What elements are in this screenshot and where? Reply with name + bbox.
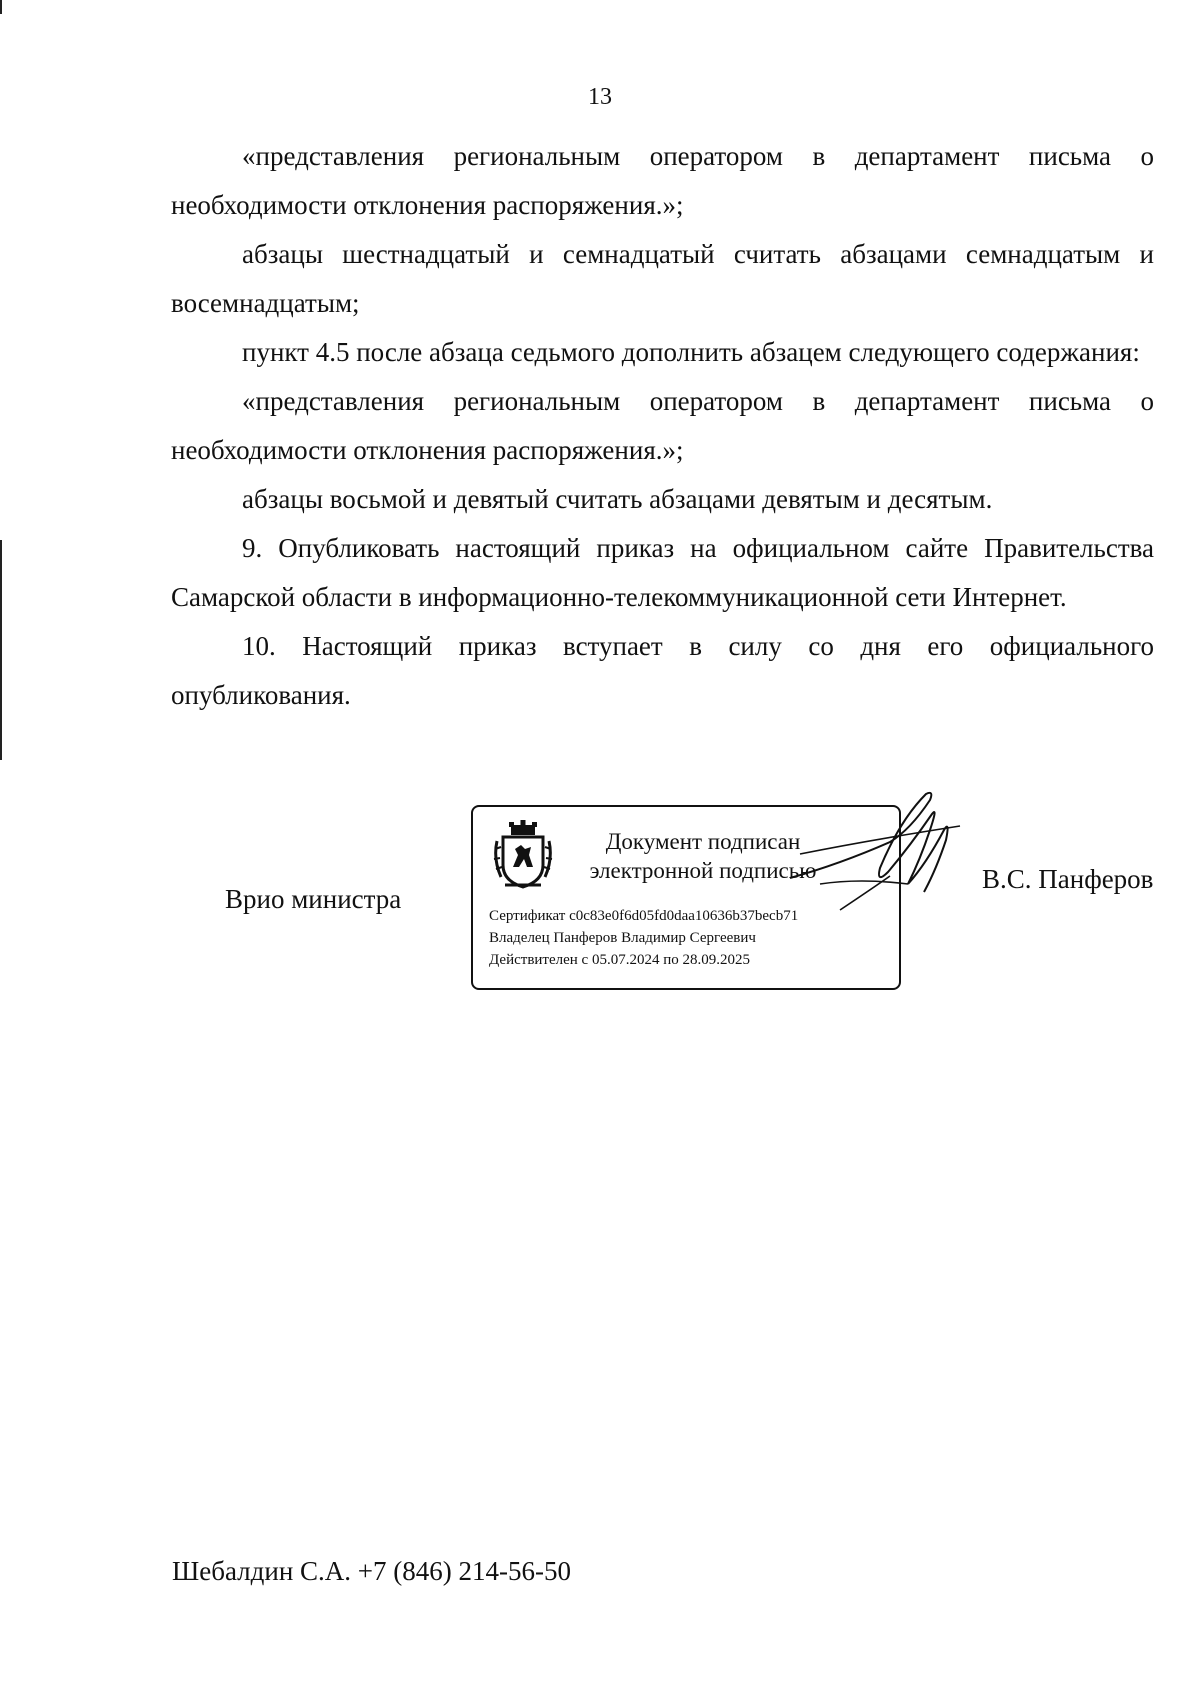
paragraph: абзацы восьмой и девятый считать абзацами девятым и десятым. xyxy=(242,484,993,514)
paragraph: «представления региональным оператором в департамент письма о необходимости отклонения распоряжения.»; xyxy=(171,386,1154,465)
signatory-name: В.С. Панферов xyxy=(982,864,1154,894)
paragraph: пункт 4.5 после абзаца седьмого дополнить абзацем следующего содержания: xyxy=(242,337,1140,367)
signature-block xyxy=(0,800,1200,1000)
paragraph: абзацы шестнадцатый и семнадцатый считать абзацами семнадцатым и восемнадцатым; xyxy=(171,239,1154,318)
stamp-title-line: Документ подписан xyxy=(605,829,801,854)
document-body xyxy=(171,132,1154,720)
paragraph: 10. Настоящий приказ вступает в силу со дня его официального опубликования. xyxy=(171,631,1154,710)
electronic-signature-stamp xyxy=(471,805,901,990)
contact-info: Шебалдин С.А. +7 (846) 214-56-50 xyxy=(172,1556,571,1586)
scan-edge-mark xyxy=(0,540,2,760)
signatory-role: Врио министра xyxy=(225,884,402,914)
stamp-certificate: Сертификат c0c83e0f6d05fd0daa10636b37becb71 xyxy=(489,908,799,924)
stamp-details xyxy=(489,905,798,971)
stamp-validity: Действителен с 05.07.2024 по 28.09.2025 xyxy=(489,952,750,968)
stamp-owner: Владелец Панферов Владимир Сергеевич xyxy=(489,930,756,946)
coat-of-arms-icon xyxy=(491,819,555,891)
stamp-title xyxy=(573,827,833,885)
scan-edge-mark xyxy=(0,0,2,14)
paragraph: «представления региональным оператором в департамент письма о необходимости отклонения распоряжения.»; xyxy=(171,141,1154,220)
page-number: 13 xyxy=(588,84,612,110)
stamp-title-line: электронной подписью xyxy=(589,858,817,883)
paragraph: 9. Опубликовать настоящий приказ на официальном сайте Правительства Самарской области в информационно-телекоммуникационной сети Интернет. xyxy=(171,533,1154,612)
